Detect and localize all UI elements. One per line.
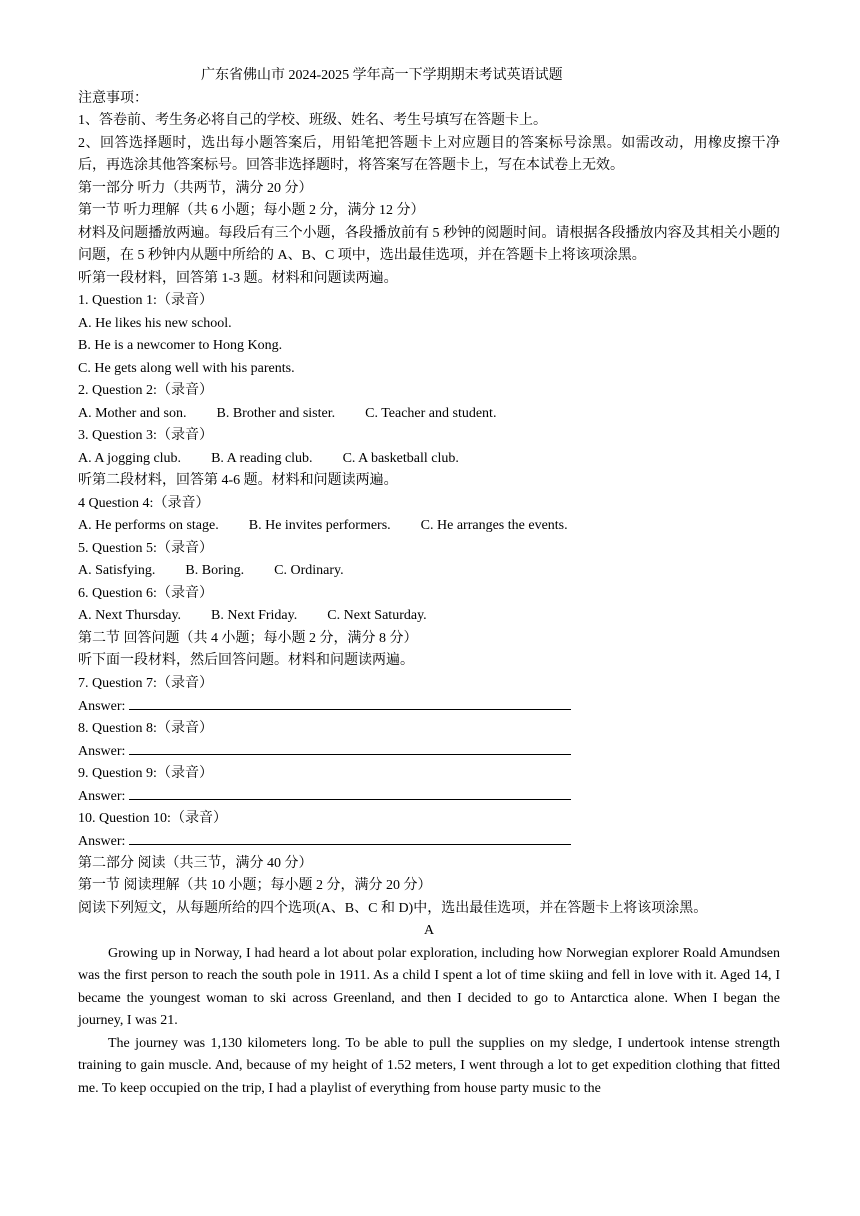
page-title: 广东省佛山市 2024-2025 学年高一下学期期末考试英语试题: [201, 68, 563, 83]
answer-blank[interactable]: [129, 695, 571, 710]
answer-label: Answer:: [78, 699, 126, 714]
question-4-option-a: A. He performs on stage.: [78, 518, 219, 533]
question-6-option-c: C. Next Saturday.: [327, 608, 427, 623]
part2-heading: 第二部分 阅读（共三节，满分 40 分）: [78, 855, 313, 871]
question-8-answer: [78, 740, 780, 763]
part1-section1-heading: 第一节 听力理解（共 6 小题；每小题 2 分，满分 12 分）: [78, 203, 425, 218]
answer-label: Answer:: [78, 744, 126, 759]
question-9-label: 9. Question 9:（录音）: [78, 765, 213, 781]
answer-label: Answer:: [78, 789, 126, 804]
question-3-options: [78, 448, 780, 471]
part2-section1-instructions: 阅读下列短文，从每题所给的四个选项(A、B、C 和 D)中，选出最佳选项，并在答题卡上将该项涂黑。: [78, 900, 708, 916]
question-3-option-b: B. A reading club.: [211, 450, 313, 466]
material1-instruction: 听第一段材料，回答第 1-3 题。材料和问题读两遍。: [78, 270, 398, 286]
part1-section2-instructions: 听下面一段材料，然后回答问题。材料和问题读两遍。: [78, 653, 414, 668]
question-3-option-c: C. A basketball club.: [342, 450, 459, 466]
question-5-options: [78, 560, 780, 583]
question-5-option-b: B. Boring.: [185, 563, 245, 578]
part2-section1-heading: 第一节 阅读理解（共 10 小题；每小题 2 分，满分 20 分）: [78, 878, 432, 893]
question-1-label: 1. Question 1:（录音）: [78, 293, 213, 308]
question-2-option-b: B. Brother and sister.: [216, 405, 336, 421]
answer-blank[interactable]: [129, 740, 571, 755]
question-7-answer: [78, 695, 780, 718]
passage-paragraph-1: Growing up in Norway, I had heard a lot about polar exploration, including how Norwegian explorer Roald Amundsen was the first person to reach the south pole in 1911. As a child I spent a lot of time skiing and fell in love with it. Aged 14, I became the youngest woman to ski across Greenland, and then I decided to go to Antarctica alone. When I began the journey, I was 21.: [78, 945, 780, 1028]
part1-section1-instructions: 材料及问题播放两遍。每段后有三个小题，各段播放前有 5 秒钟的阅题时间。请根据各段播放内容及其相关小题的问题，在 5 秒钟内从题中所给的 A、B、C 项中，选出最佳选项，并在答题卡上将该项涂黑。: [78, 225, 780, 263]
question-4-label: 4 Question 4:（录音）: [78, 495, 210, 511]
exam-content: [78, 65, 780, 1100]
question-6-options: [78, 605, 780, 628]
question-9-answer: [78, 785, 780, 808]
question-5-option-a: A. Satisfying.: [78, 563, 156, 578]
question-2-option-c: C. Teacher and student.: [365, 405, 497, 421]
question-2-label: 2. Question 2:（录音）: [78, 383, 213, 398]
notice-item-1: 1、答卷前、考生务必将自己的学校、班级、姓名、考生号填写在答题卡上。: [78, 113, 547, 128]
question-5-option-c: C. Ordinary.: [274, 563, 344, 578]
question-1-option-a: A. He likes his new school.: [78, 315, 232, 331]
notice-heading: 注意事项：: [78, 90, 148, 106]
question-7-label: 7. Question 7:（录音）: [78, 675, 213, 691]
notice-item-2: 2、回答选择题时，选出每小题答案后，用铅笔把答题卡上对应题目的答案标号涂黑。如需改动，用橡皮擦干净后，再选涂其他答案标号。回答非选择题时，将答案写在答题卡上，写在本试卷上无效。: [78, 135, 780, 173]
question-4-options: [78, 515, 780, 538]
question-6-option-b: B. Next Friday.: [211, 608, 298, 623]
question-10-answer: [78, 830, 780, 853]
answer-blank[interactable]: [129, 830, 571, 845]
part1-section2-heading: 第二节 回答问题（共 4 小题；每小题 2 分，满分 8 分）: [78, 630, 418, 646]
question-1-option-b: B. He is a newcomer to Hong Kong.: [78, 338, 283, 353]
question-6-label: 6. Question 6:（录音）: [78, 585, 213, 601]
passage-label: A: [423, 923, 435, 938]
question-6-option-a: A. Next Thursday.: [78, 608, 182, 623]
passage-paragraph-2: The journey was 1,130 kilometers long. To be able to pull the supplies on my sledge, I undertook intense strength training to gain muscle. And, because of my height of 1.52 meters, I went through a lot to get expedition clothing that fitted me. To keep occupied on the trip, I had a playlist of everything from house party music to the: [78, 1035, 780, 1096]
material2-instruction: 听第二段材料，回答第 4-6 题。材料和问题读两遍。: [78, 473, 398, 488]
part1-heading: 第一部分 听力（共两节，满分 20 分）: [78, 180, 313, 196]
question-8-label: 8. Question 8:（录音）: [78, 720, 213, 736]
answer-label: Answer:: [78, 834, 126, 849]
question-2-options: [78, 403, 780, 426]
question-2-option-a: A. Mother and son.: [78, 405, 187, 421]
question-3-option-a: A. A jogging club.: [78, 450, 182, 466]
question-5-label: 5. Question 5:（录音）: [78, 540, 213, 556]
answer-blank[interactable]: [129, 785, 571, 800]
question-4-option-c: C. He arranges the events.: [420, 518, 568, 533]
question-4-option-b: B. He invites performers.: [248, 518, 391, 533]
question-1-option-c: C. He gets along well with his parents.: [78, 360, 295, 376]
question-3-label: 3. Question 3:（录音）: [78, 428, 213, 443]
question-10-label: 10. Question 10:（录音）: [78, 810, 227, 826]
